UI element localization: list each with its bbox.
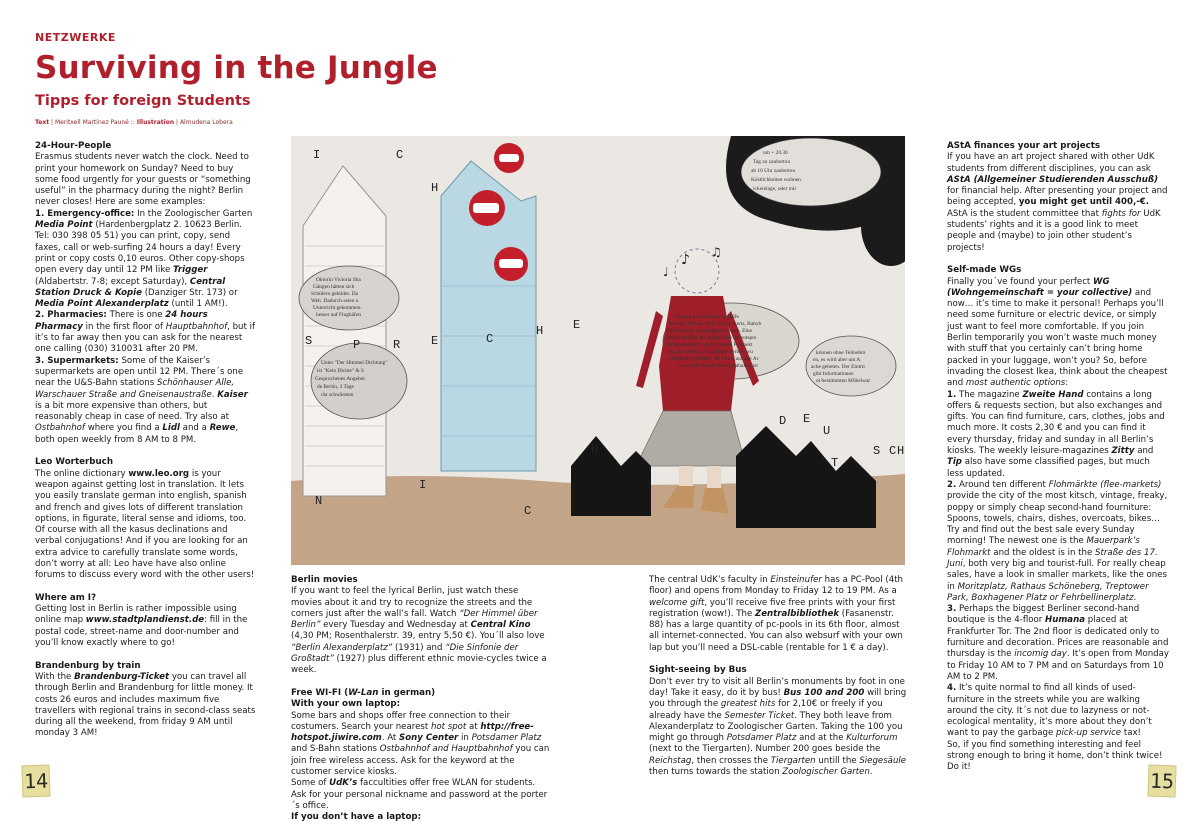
letter-c2: C (486, 332, 494, 346)
text-label: Text (35, 119, 50, 126)
paragraph: With the Brandenburg-Ticket you can travel all through Berlin and Brandenburg for little money. It costs 26 euros and includes maximum five travellers with regional trains in second-class seats during all the weekend, from friday 9 AM until monday 3 AM! (35, 671, 256, 739)
newsprint-line: Übersicht über die Artikel und die entspre (666, 335, 757, 341)
paragraph: So, if you find something interesting and feel strong enough to bring it home, don’t think twice! Do it! (947, 739, 1163, 773)
newsprint-line: gibt Informationen (813, 371, 854, 377)
letter-h3: H (897, 444, 905, 458)
link-hotspot[interactable]: http://free-hotspot.jiwire.com (291, 721, 534, 744)
paragraph: Getting lost in Berlin is rather impossible using online map www.stadtplandienst.de: fill in the postal code, street-name and door-number and you’ll know exactly where to go! (35, 604, 248, 649)
column-left (35, 141, 257, 740)
newsprint-line: Köstlichkeiten wohnen (751, 177, 801, 183)
newsprint-line: Zusätzlich gewährt die Firma auf alle Ar (671, 356, 759, 362)
column-middle-left (291, 575, 551, 824)
newsprint-line: ickerelage, oder mit (753, 186, 796, 192)
credit-separator: :: (130, 119, 135, 126)
newsprint-line: Unterricht gekommen. (313, 305, 362, 311)
heading-free-wifi: Free WI-FI (W-Lan in german) (291, 687, 436, 698)
paragraph: The online dictionary www.leo.org is your weapon against getting lost in translation. It lets you easily translate german into english, spanish and french and gives lots of different translation options, in figurate, literal sense and idioms, too. Of course with all the kasus declinations and verbal conjugations! And if you are looking for an extra advice to carefully translate some words, don’t worry at all: Leo have have also online forums to discuss every word with the other users! (35, 468, 255, 581)
newsprint-line: besser auf Flughäfen (316, 312, 361, 318)
paragraph: If you have an art project shared with other UdK students from different disciplines, you can ask AStA (Allgemeiner Studierenden Ausschuß) for financial help. After presenting your project and being accepted, you might get until 400,-€. (947, 152, 1168, 208)
newsprint-line: Weh. Dadurch seien u (311, 298, 359, 304)
list-item: 3. Supermarkets: Some of the Kaiser’s supermarkets are open until 12 PM. There´s one near the U&S-Bahn stations Schönhauser Alle, Warschauer Straße and Gneisenaustraße. Kaiser is a bit more expensive than others, but reasonably cheap in case of need. Try also at Ostbahnhof where you find a Lidl and a Rewe, both open weekly from 8 AM to 8 PM. (35, 355, 248, 445)
letter-u: U (823, 424, 831, 438)
letter-i2: I (419, 478, 427, 492)
section-label: NETZWERKE (35, 31, 116, 44)
letter-c4: C (524, 504, 532, 518)
newsprint-line: ist "Kein Dichte" & S (317, 368, 364, 374)
list-item: 2. Around ten different Flohmärkte (flee-markets) provide the city of the most kitsch, vintage, freaky, poppy or simply cheap second-hand fourniture: Spoons, towels, chairs, dishes, overcoats, bikes… Try and find out the best sale every Sunday morning! The newest one is the Mauerpark’s Flohmarkt and the oldest is in the Straße des 17. Juni, both very big and tourist-full. For really cheap sales, have a look in smaller markets, like the ones in Moritzplatz, Rathaus Schöneberg, Treptower Park, Boxhagener Platz or Fehrbellinerplatz. (947, 479, 1168, 603)
letter-s2: S (873, 444, 881, 458)
newsprint-line: tern noch Rabatt bereits enthalten ist (679, 363, 758, 369)
heading-sightseeing-bus: Sight-seeing by Bus (649, 665, 747, 676)
column-middle-right (649, 575, 910, 778)
newsprint-line: Gesprochenes Angebot (315, 376, 365, 382)
paragraph: Some of UdK’s faccultities offer free WLAN for students. Ask for your personal nickname and password at the porter´s office. (291, 778, 548, 811)
newsprint-line: ten, der bereits an Haushalte verteilt wu (667, 349, 753, 355)
letter-d: D (779, 414, 787, 428)
heading-24-hour-people: 24-Hour-People (35, 141, 112, 151)
newsprint-line: ache gebeten. Der Eintrit (811, 364, 865, 370)
letter-h: H (431, 181, 439, 195)
svg-text:♪: ♪ (681, 252, 690, 268)
letter-e3: E (803, 412, 811, 426)
author: Meritxell Martínez Pauné (54, 119, 129, 126)
heading-berlin-movies: Berlin movies (291, 575, 358, 585)
newsprint-line: und Bebecar zu regulären Preisen. Eine (667, 328, 753, 334)
link-leo[interactable]: www.leo.org (128, 468, 190, 479)
subheading-no-laptop: If you don’t have a laptop: (291, 812, 422, 823)
newsprint-line: Gängen hätten sich (313, 284, 355, 290)
list-item: 1. Emergency-office: In the Zoologischer Garten Media Point (Hardenbergplatz 2. 10623 Berlin. Tel: 030 398 05 51) you can print, copy, send faxes, call or web-surfing 24 hours a day! Every print or copy costs 0,10 euros. Other copy-shops open every day until 12 PM like Trigger (Aldabertstr. 7-8; except Saturday), Central Station Druck & Kopie (Danziger Str. 173) or Media Point Alexanderplatz (until 1 AM!). (35, 208, 253, 310)
newsprint-line: Oktorin Victoria Sha (316, 277, 361, 283)
illustration-label: Illustration (136, 119, 175, 126)
paragraph: Finally you´ve found your perfect WG (Wohngemeinschaft = your collective) and now… it’s time to make it personal! Perhaps you’ll need some furniture or electric device, or simply just want to feel more comfortable. If you join Berlin temporarily you won’t waste much money with stuff that you certainly can’t bring home packed in your luggage, won’t you? So, before invading the closest Ikea, think about the cheapest and most authentic options: (947, 276, 1168, 389)
list-item: 2. Pharmacies: There is one 24 hours Pharmacy in the first floor of Hauptbahnhof, but if it’s to far away then you can ask for the nearest one calling (030) 310031 after 20 PM. (35, 310, 256, 355)
letter-t: T (831, 456, 839, 470)
newsprint-line: Aktionszeitraum sind in einem Prospekt (666, 342, 753, 348)
letter-c3: C (889, 444, 897, 458)
heading-asta: AStA finances your art projects (947, 141, 1101, 151)
letter-e2: E (573, 318, 581, 332)
heading-where-am-i: Where am I? (35, 592, 97, 603)
newsprint-line: Jecotec, Stokke, Moll, Flexa, Aeris, Babyb (669, 321, 762, 327)
svg-text:♫: ♫ (711, 245, 722, 259)
newsprint-line: Schülern gebildet. Da (311, 291, 358, 297)
list-item: 4. It’s quite normal to find all kinds of used-furniture in the streets while you are walking around the city. It´s not due to lazyness or not-ecological mentality, it’s more about they don’t want to pay the garbage pick-up service tax! (947, 683, 1152, 739)
letter-h4: H (591, 442, 599, 456)
letter-s: S (305, 334, 313, 348)
heading-leo: Leo Worterbuch (35, 457, 114, 468)
newsprint-line: ckt schwärmen (321, 392, 354, 398)
paragraph: AStA is the student committee that fights for UdK students’ rights and it is a good link to meet people and (maybe) to join other student’s projects! (947, 208, 1161, 253)
article-subtitle: Tipps for foreign Students (35, 93, 251, 109)
letter-n: N (315, 494, 323, 508)
newsprint-line: en, es wird aber um A (813, 357, 861, 363)
credits: Text | Meritxell Martínez Pauné :: Illustration | Almudena Lobera (35, 119, 233, 126)
page-number-left: 14 (21, 765, 50, 798)
list-item: 3. Perhaps the biggest Berliner second-hand boutique is the 4-floor Humana placed at Frankfurter Tor. The 2nd floor is dedicated only to furniture and decoration. Prices are reasonable and thursday is the incomig day. It’s open from Monday to Friday 10 AM to 7 PM and on Saturdays from 10 AM to 2 PM. (947, 604, 1169, 682)
newsprint-line: ot bestimmten Möbelwar (816, 378, 871, 384)
link-stadtplan[interactable]: www.stadtplandienst.de (85, 615, 205, 626)
svg-text:♩: ♩ (663, 265, 669, 279)
paragraph: The central UdK’s faculty in Einsteinufer has a PC-Pool (4th floor) and opens from Monday to Friday 12 to 19 PM. As a welcome gift, you’ll receive five free prints with your first registration (wow!). The Zentralbibliothek (Fasanenstr. 88) has a large quantity of pc-pools in its 6th floor, almost all internet-connected. You can also websurf with your own lap but you’ll need a DSL-cable (rentable for 1 € a day). (649, 575, 904, 653)
subheading-own-laptop: With your own laptop: (291, 699, 401, 710)
collage-illustration (291, 136, 905, 565)
newsprint-line: Tag zu zaubertou (753, 159, 791, 165)
newsprint-line: um + 20.30 (763, 150, 788, 156)
letter-e: E (431, 334, 439, 348)
paragraph: Erasmus students never watch the clock. Need to print your homework on Sunday? Need to buy some food urgently for your guests or “something useful” in the pharmacy during the night? Berlin never closes! Here are some examples: (35, 152, 251, 208)
newsprint-line: Unter "Der Himmel Dichtung" (321, 360, 388, 366)
newsprint-line: ab 10 Uhr zaubertou (751, 168, 796, 174)
letter-r: R (393, 338, 401, 352)
newsprint-line: de Berlin, 2 Tage (317, 384, 354, 390)
letter-i: I (313, 148, 321, 162)
page-number-right: 15 (1147, 765, 1176, 798)
letter-h2: H (536, 324, 544, 338)
paragraph: If you want to feel the lyrical Berlin, just watch these movies about it and try to recognize the streets and the corners just after the wall’s fall. Watch “Der Himmel über Berlin” every Tuesday and Wednesday at Central Kino (4,30 PM; Rosenthalerstr. 39, entry 5,50 €). You´ll also love “Berlin Alexanderplatz” (1931) and “Die Sinfonie der Großtadt” (1927) plus different ethnic movie-cycles twice a week. (291, 586, 547, 676)
article-title: Surviving in the Jungle (35, 50, 438, 86)
list-item: 1. The magazine Zweite Hand contains a long offers & requests section, but also exchanges and gifts. You can find furniture, cars, clothes, jobs and much more. It costs 2,30 € and you can find it every thursday, friday and sunday in all Berlin’s kiosks. The weekly leisure-magazines Zitty and Tip also have some classified pages, but much less updated. (947, 389, 1165, 479)
paragraph: Don’t ever try to visit all Berlin’s monuments by foot in one day! Take it easy, do it by bus! Bus 100 and 200 will bring you through the greatest hits for 2,10€ or freely if you already have the Semester Ticket. They both leave from Alexanderplatz to Zoologischer Garten. Taking the 100 you might go through Potsdamer Platz and at the Kulturforum (next to the Tiergarten). Number 200 goes beside the Reichstag, then crosses the Tiergarten untill the Siegesäule then turns towards the station Zoologischer Garten. (649, 676, 907, 778)
letter-c: C (396, 148, 404, 162)
letter-p: P (353, 338, 361, 352)
paragraph: Some bars and shops offer free connection to their costumers. Search your nearest hot spot at http://free-hotspot.jiwire.com. At Sony Center in Potsdamer Platz and S-Bahn stations Ostbahnhof and Hauptbahnhof you can join free wireless access. Ask for the keyword at the customer service kiosks. (291, 710, 550, 778)
heading-brandenburg: Brandenburg by train (35, 660, 141, 671)
illustrator: Almudena Lobera (179, 119, 233, 126)
heading-self-made-wgs: Self-made WGs (947, 265, 1022, 276)
newsprint-line: können ohne Teilnehm (816, 350, 866, 356)
newsprint-line: sungen und Artikel von Hilfe (676, 314, 739, 320)
column-right (947, 141, 1169, 774)
